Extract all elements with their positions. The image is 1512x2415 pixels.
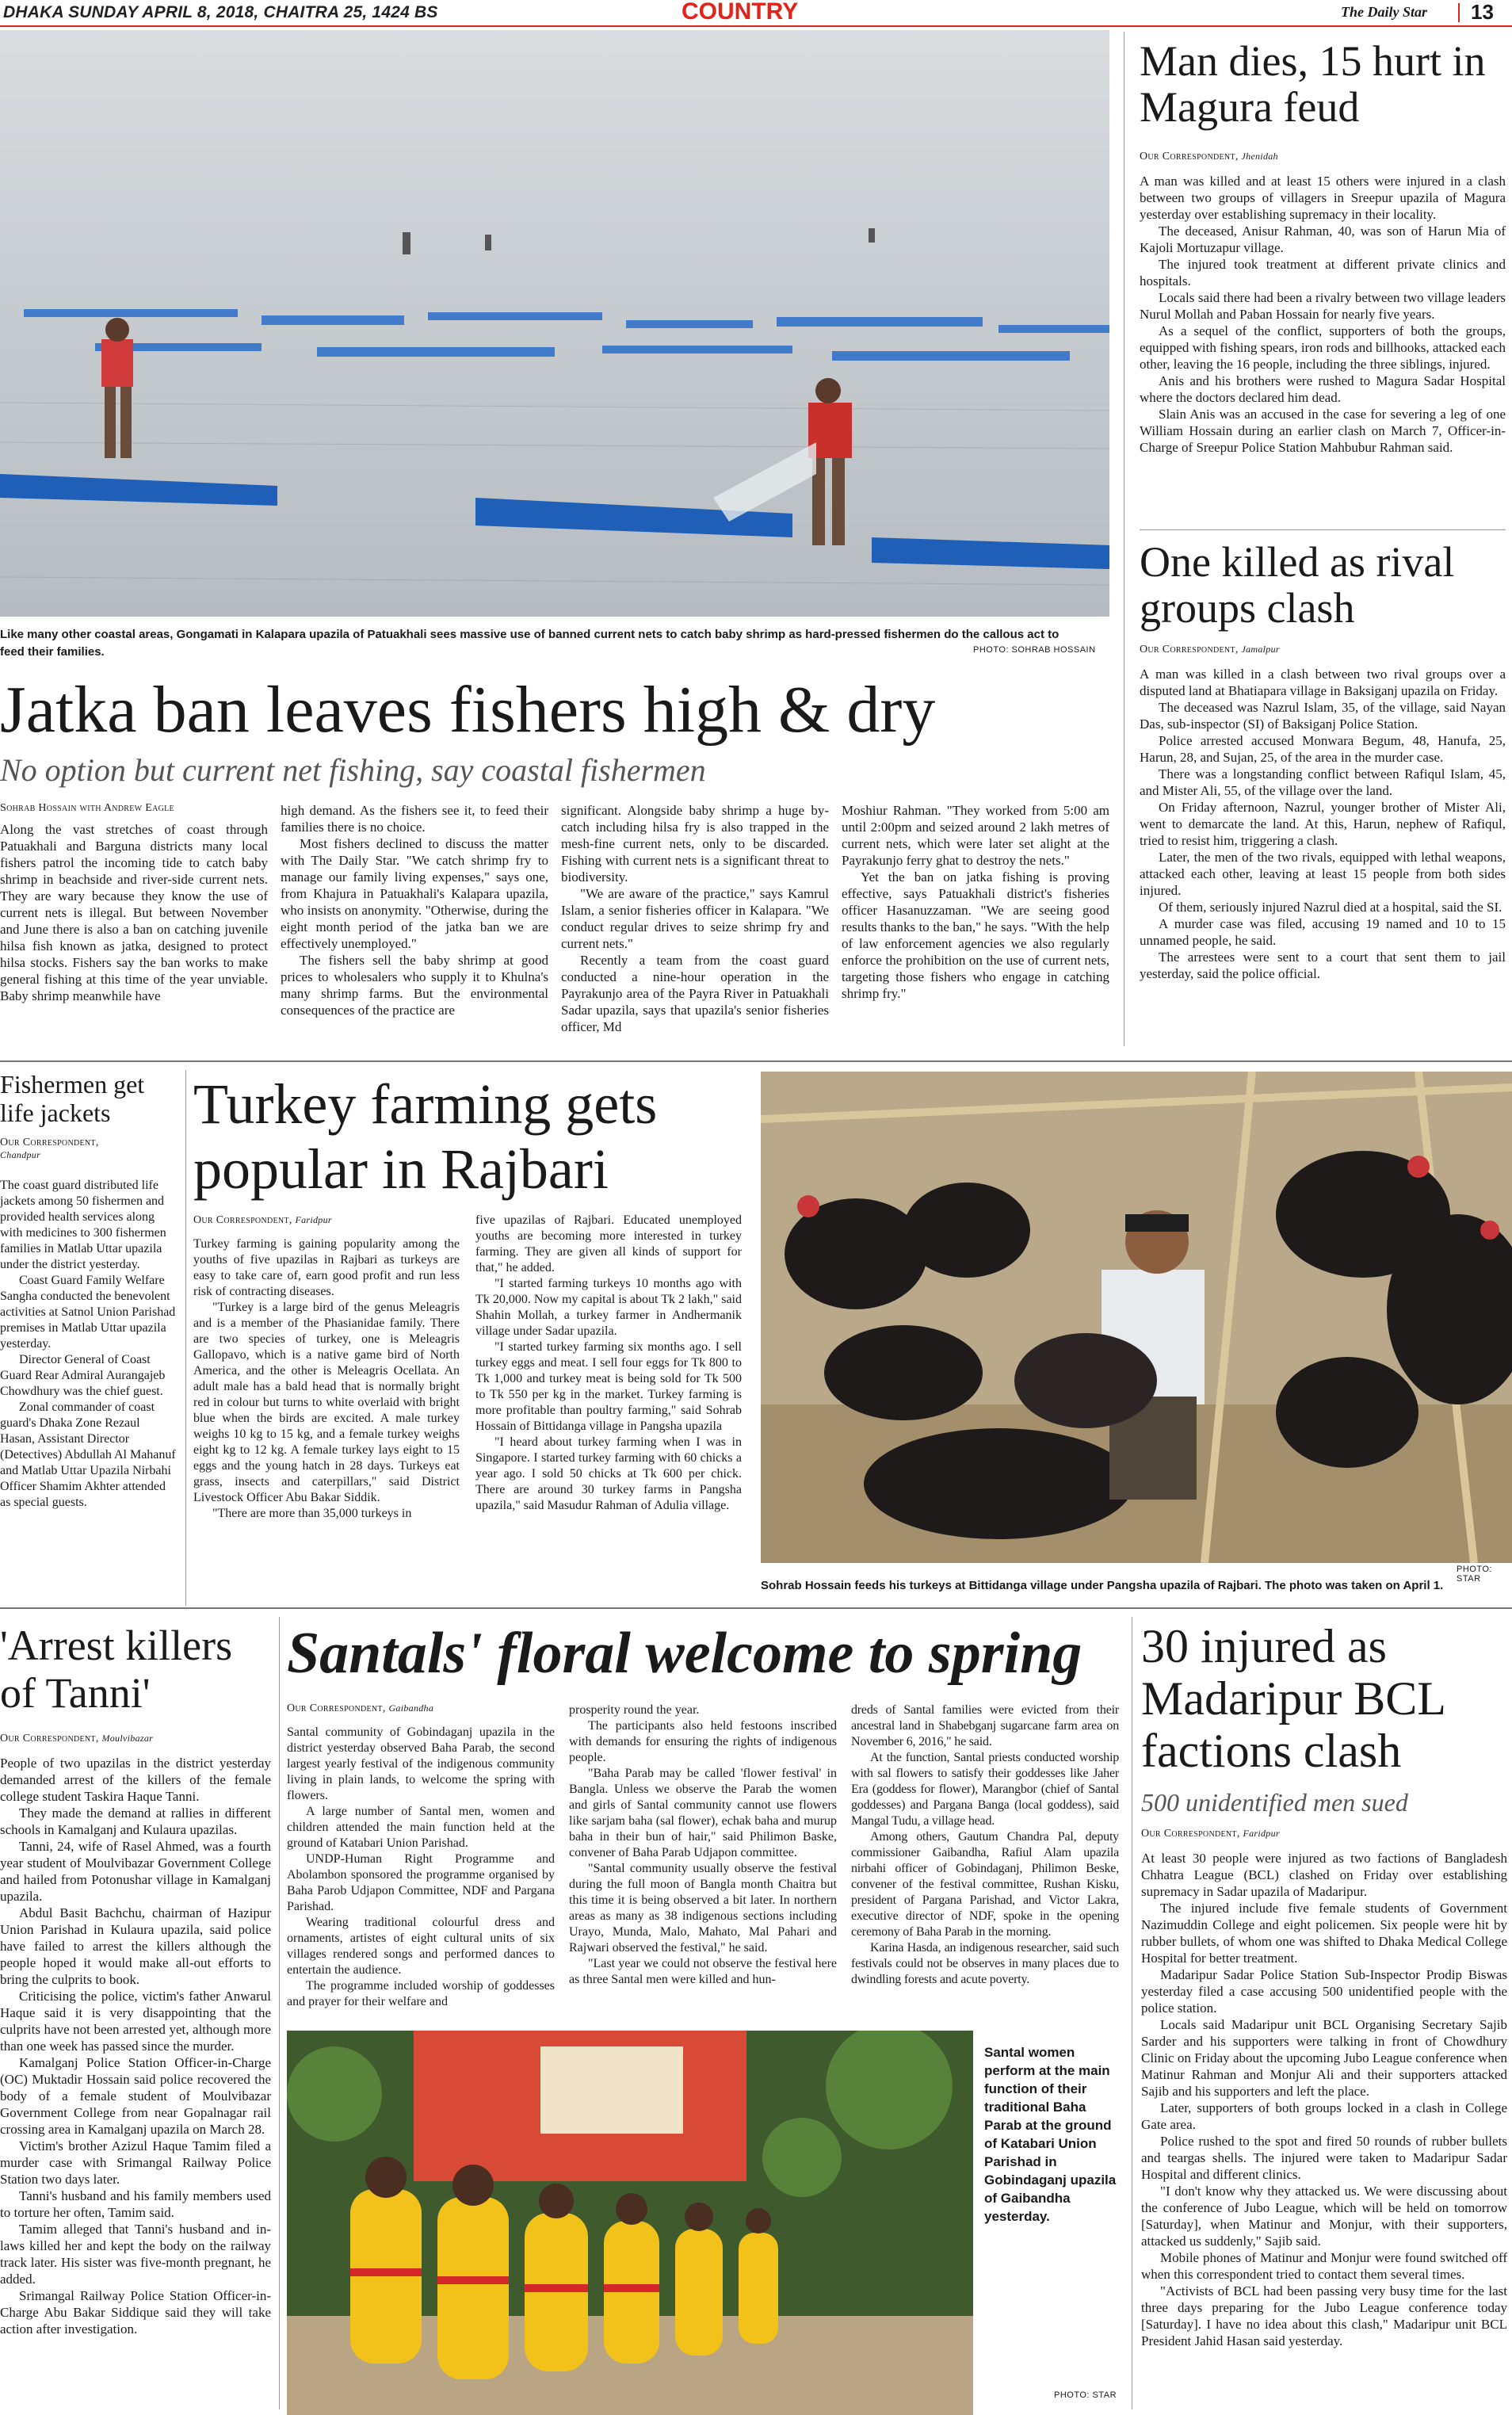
lifejackets-headline: Fishermen get life jackets: [0, 1070, 145, 1127]
paragraph: "There are more than 35,000 turkeys in: [212, 1507, 412, 1520]
paragraph: Anis and his brothers were rushed to Magura Sadar Hospital where the doctors declared him dead.: [1140, 373, 1506, 405]
lead-column-2: [281, 802, 548, 1051]
paragraph: Wearing traditional colourful dress and ornaments, artistes of eight cultural units of six villages rendered songs and performed dances to entertain the audience.: [287, 1916, 555, 1977]
santals-byline: [287, 1702, 556, 1715]
paragraph: Turkey farming is gaining popularity among the youths of five upazilas in Rajbari as turkeys are easy to take care of, earn good profit and run less risk of contracting diseases.: [193, 1237, 460, 1298]
lead-column-3: [561, 802, 829, 1051]
rival-headline: One killed as rival groups clash: [1140, 538, 1455, 632]
paragraph: high demand. As the fishers see it, to feed their families there is no choice.: [281, 803, 548, 835]
madaripur-location: Faridpur: [1243, 1828, 1280, 1839]
turkey-photo-caption: Sohrab Hossain feeds his turkeys at Bittidanga village under Pangsha upazila of Rajbari. The photo was taken on April 1.: [761, 1579, 1444, 1592]
tanni-location: Moulvibazar: [101, 1733, 154, 1744]
turkey-farm-photo: [761, 1072, 1512, 1563]
paragraph: There was a longstanding conflict between Rafiqul Islam, 45, and Mister Ali, 55, of the village over the land.: [1140, 766, 1506, 798]
turkey-byline: [193, 1214, 463, 1227]
paragraph: The injured took treatment at different private clinics and hospitals.: [1140, 257, 1506, 289]
story-divider: [1140, 529, 1506, 530]
paragraph: Police rushed to the spot and fired 50 rounds of rubber bullets and teargas shells. The injured were taken to Madaripur Sadar Hospital and different clinics.: [1141, 2134, 1507, 2182]
paragraph: The fishers sell the baby shrimp at good prices to wholesalers who supply it to Khulna's many shrimp farms. But the environmental consequences of the practice are: [281, 953, 548, 1018]
tanni-byline-text: Our Correspondent,: [0, 1733, 99, 1744]
paragraph: A murder case was filed, accusing 19 named and 10 to 15 unnamed people, he said.: [1140, 916, 1506, 948]
paragraph: Police arrested accused Monwara Begum, 48, Hanufa, 25, Harun, 28, and Sujan, 25, of the area in the murder case.: [1140, 733, 1506, 765]
section-divider: [0, 1060, 1512, 1062]
turkey-column-2: [475, 1213, 742, 1606]
tanni-byline: [0, 1733, 277, 1745]
lifejackets-byline-text: Our Correspondent,: [0, 1137, 99, 1148]
paragraph: Srimangal Railway Police Station Officer-in-Charge Abu Bakar Siddique said they will take action after investigation.: [0, 2288, 271, 2337]
paragraph: Abdul Basit Bachchu, chairman of Hazipur Union Parishad in Kulaura upazila, said police have failed to arrest the killers although the people hoped it would make all-out efforts to bring the culprits to book.: [0, 1905, 271, 1987]
paragraph: Yet the ban on jatka fishing is proving effective, says Patuakhali district's fisheries officer Hasanuzzaman. "We are seeing good results thanks to the ban," he says. "With the help of law enforcement agencies we also regularly enforce the prohibition on the use of current nets, targeting those fishers who engage in catching shrimp fry.": [842, 869, 1109, 1001]
santals-byline-text: Our Correspondent,: [287, 1702, 386, 1714]
paragraph: significant. Alongside baby shrimp a huge by-catch including hilsa fry is also trapped in the mesh-fine current nets, only to be discarded. Fishing with current nets is a significant threat to biodiversity.: [561, 803, 829, 885]
paragraph: Locals said there had been a rivalry between two village leaders Nurul Mollah and Paban Hossain for nearly five years.: [1140, 290, 1506, 322]
madaripur-headline: 30 injured as Madaripur BCL factions clash: [1141, 1620, 1445, 1777]
paragraph: The deceased was Nazrul Islam, 35, of the village, said Nayan Das, sub-inspector (SI) of Baksiganj Police Station.: [1140, 700, 1506, 732]
magura-location: Jhenidah: [1241, 151, 1278, 162]
paragraph: Later, supporters of both groups locked in a clash in College Gate area.: [1141, 2100, 1507, 2132]
fishermen-current-net-photo: [0, 30, 1109, 617]
paragraph: Criticising the police, victim's father Anwarul Haque said it is very disappointing that the culprits have not been arrested yet, although more than one week has passed since the murder.: [0, 1989, 271, 2054]
paragraph: Santal community of Gobindaganj upazila in the district yesterday observed Baha Parab, the second largest yearly festival of the indigenous community living in plain lands, to welcome the spring with flowers.: [287, 1725, 555, 1802]
paragraph: A man was killed and at least 15 others were injured in a clash between two groups of villagers in Sreepur upazila of Magura yesterday over establishing supremacy in their locality.: [1140, 174, 1506, 222]
magura-byline: [1140, 151, 1504, 163]
paragraph: Moshiur Rahman. "They worked from 5:00 am until 2:00pm and seized around 2 lakh metres of current nets, which were later set alight at the Payrakunjo ferry ghat to destroy the nets.": [842, 803, 1109, 868]
turkey-headline: Turkey farming gets popular in Rajbari: [193, 1072, 658, 1201]
lifejackets-byline: [0, 1137, 174, 1162]
paragraph: At least 30 people were injured as two factions of Bangladesh Chhatra League (BCL) clashed on Friday over establishing supremacy in Sadar upazila of Madaripur.: [1141, 1851, 1507, 1899]
paragraph: dreds of Santal families were evicted from their ancestral land in Shabebganj sugarcane farm area on November 6, 2016," he said.: [851, 1703, 1119, 1748]
paragraph: Karina Hasda, an indigenous researcher, said such festivals could not be observes in many places due to dwindling forests and acute poverty.: [851, 1941, 1119, 1986]
paragraph: Mobile phones of Matinur and Monjur were found switched off when this correspondent tried to contact them several times.: [1141, 2250, 1507, 2282]
madaripur-body: [1141, 1850, 1507, 2415]
paragraph: "Santal community usually observe the festival during the full moon of Bangla month Chaitra but this time it is being observed a bit later. In northern areas as many as 38 indigenous sections including Urayo, Munda, Malo, Mahato, Mal Pahari and Rajwari observed the festival," he said.: [569, 1862, 837, 1955]
magura-headline: Man dies, 15 hurt in Magura feud: [1140, 37, 1486, 131]
santals-column-1: [287, 1725, 555, 2023]
section-divider: [0, 1607, 1512, 1609]
lead-photo: [0, 30, 1109, 617]
paragraph: Slain Anis was an accused in the case for severing a leg of one William Hossain during an earlier clash on March 7, Officer-in-Charge of Sreepur Police Station Mahbubur Rahman said.: [1140, 407, 1506, 455]
paragraph: "I heard about turkey farming when I was in Singapore. I started turkey farming with 60 chicks a year ago. I sold 50 chicks at Tk 600 per chick. There are around 30 turkey farms in Pangsha upazila," said Masudur Rahman of Adulia village.: [475, 1435, 742, 1512]
paragraph: On Friday afternoon, Nazrul, younger brother of Mister Ali, went to demarcate the land. At this, Harun, nephew of Rafiqul, tried to resist him, triggering a clash.: [1140, 800, 1506, 848]
paragraph: "Last year we could not observe the festival here as three Santal men were killed and hun-: [569, 1957, 837, 1986]
paragraph: Of them, seriously injured Nazrul died at a hospital, said the SI.: [1159, 900, 1502, 915]
paragraph: Victim's brother Azizul Haque Tamim filed a murder case with Srimangal Railway Police Station two days later.: [0, 2138, 271, 2187]
header-rule: [0, 25, 1512, 27]
paragraph: A large number of Santal men, women and children attended the main function held at the ground of Katabari Union Parishad.: [287, 1805, 555, 1850]
paragraph: "I don't know why they attacked us. We were discussing about the conference of Jubo League, which will be held on tomorrow [Saturday], when Matinur and Monjur, with their supporters, attacked us suddenly," Sajib said.: [1141, 2184, 1507, 2249]
santal-dancers-photo: [287, 2031, 973, 2415]
tanni-headline: 'Arrest killers of Tanni': [0, 1622, 233, 1717]
dateline: DHAKA SUNDAY APRIL 8, 2018, CHAITRA 25, 1424 BS: [3, 3, 438, 21]
santals-column-2: [569, 1702, 837, 2023]
paper-name: The Daily Star: [1341, 4, 1428, 20]
turkey-column-1: [193, 1236, 460, 1606]
paragraph: Director General of Coast Guard Rear Admiral Aurangajeb Chowdhury was the chief guest.: [0, 1353, 166, 1398]
turkey-photo-credit: PHOTO: STAR: [1457, 1565, 1492, 1584]
paragraph: The coast guard distributed life jackets among 50 fishermen and provided health services along with medicines to 300 fishermen families in Matlab Uttar upazila under the district yesterday.: [0, 1179, 166, 1271]
paragraph: People of two upazilas in the district yesterday demanded arrest of the killers of the female college student Taskira Haque Tanni.: [0, 1756, 271, 1804]
page-number: 13: [1471, 0, 1494, 24]
paragraph: "Activists of BCL had been passing very busy time for the last three days preparing for the Jubo League conference today [Saturday]. I have no idea about this clash," Madaripur unit BCL President Jahid Hasan said yesterday.: [1141, 2283, 1507, 2348]
paragraph: Locals said Madaripur unit BCL Organising Secretary Sajib Sarder and his supporters were talking in front of Chowdhury Clinic on Friday about the upcoming Jubo League conference when Matinur Rahman and Monjur Ali and their supporters attacked Sajib and his supporters and left the place.: [1141, 2017, 1507, 2099]
lifejackets-body: [0, 1178, 176, 1606]
tanni-body: [0, 1755, 271, 2415]
rival-byline: [1140, 644, 1504, 656]
lead-subhead: No option but current net fishing, say coastal fishermen: [0, 752, 706, 788]
paragraph: "I started turkey farming six months ago. I sell turkey eggs and meat. I sell four eggs for Tk 800 to Tk 1,000 and turkey meat is being sold for Tk 500 to Tk 550 per kg in the market. Turkey farming is more profitable than poultry farming," said Sohrab Hossain of Bittidanga village in Pangsha upazila: [475, 1340, 742, 1433]
header-divider: [1458, 3, 1460, 22]
paragraph: five upazilas of Rajbari. Educated unemployed youths are becoming more interested in turkey farming. They are given all kinds of support for that," he added.: [475, 1213, 742, 1274]
paragraph: "Turkey is a large bird of the genus Meleagris and is a member of the Phasianidae family. There are two species of turkey, one is Meleagris Gallopavo, which is a native game bird of North America, and the other is Meleagris Ocellata. An adult male has a bald head that is normally bright red in colour but turns to white overlaid with bright blue when the birds are excited. A male turkey weighs 10 kg to 15 kg, and a female turkey weighs eight kg to 12 kg. A female turkey lays eight to 15 eggs and the young hatch in 28 days. Turkeys eat grass, insects and caterpillars," said District Livestock Officer Abu Bakar Siddik.: [193, 1301, 460, 1504]
paragraph: The programme included worship of goddesses and prayer for their welfare and: [287, 1979, 555, 2008]
santals-photo-caption: Santal women perform at the main function of their traditional Baha Parab at the ground of Katabari Union Parishad in Gobindaganj upazila of Gaibandha yesterday.: [984, 2045, 1117, 2224]
paragraph: As a sequel of the conflict, supporters of both the groups, equipped with fishing spears, iron rods and billhooks, attacked each other, leaving the 16 people, including the three siblings, injured.: [1140, 323, 1506, 372]
paragraph: Zonal commander of coast guard's Dhaka Zone Rezaul Hasan, Assistant Director (Detectives) Abdullah Al Mahanuf and Matlab Uttar Upazila Nirbahi Officer Shamim Akhter attended as special guests.: [0, 1400, 176, 1509]
turkey-byline-text: Our Correspondent,: [193, 1214, 292, 1226]
rival-body: [1140, 666, 1506, 1046]
paragraph: Among others, Gautum Chandra Pal, deputy commissioner Gaibandha, Rafiul Alam upazila nirbahi officer of Gobindaganj, Philimon Beske, convener of the festival committee, Rushan Kisku, president of Pargana Parishad, and Victor Lakra, executive director of NDF, spoke in the opening ceremony of Baha Parab in the morning.: [851, 1830, 1119, 1939]
masthead: [0, 0, 1512, 27]
paragraph: "I started farming turkeys 10 months ago with Tk 20,000. Now my capital is about Tk 2 lakh," said Shahin Mollah, a turkey farmer in Andhermanik village under Sadar upazila.: [475, 1277, 742, 1338]
rival-byline-text: Our Correspondent,: [1140, 644, 1239, 655]
paragraph: The injured include five female students of Government Nazimuddin College and eight policemen. Six people were hit by rubber bullets, of whom one was shifted to Dhaka Medical College Hospital for better treatment.: [1141, 1901, 1507, 1966]
santals-column-3: [851, 1702, 1119, 2023]
madaripur-subhead: 500 unidentified men sued: [1141, 1788, 1408, 1817]
lead-photo-caption: Like many other coastal areas, Gongamati in Kalapara upazila of Patuakhali sees massive use of banned current nets to catch baby shrimp as hard-pressed fishermen do the callous act to feed their families.: [0, 628, 1060, 659]
paragraph: The arrestees were sent to a court that sent them to jail yesterday, said the police official.: [1140, 950, 1506, 981]
paragraph: The participants also held festoons inscribed with demands for ensuring the rights of indigenous people.: [569, 1719, 837, 1764]
paragraph: "Baha Parab may be called 'flower festival' in Bangla. Unless we observe the Parab the women and girls of Santal community cannot use flowers like sarjam baha (sal flower), echak baha and murup baha in their bun of hair," said Philimon Baske, convener of Baha Parab Udjapon committee.: [569, 1767, 837, 1859]
santals-photo-credit: PHOTO: STAR: [1054, 2390, 1117, 2400]
lifejackets-location: Chandpur: [0, 1149, 41, 1160]
paragraph: prosperity round the year.: [569, 1703, 700, 1717]
paragraph: Along the vast stretches of coast through Patuakhali and Barguna districts many local fishers patrol the incoming tide to catch baby shrimp in beachside and river-side current nets. They are wary because they know the use of current nets is illegal. But between November and June there is also a ban on catching juvenile hilsa fish known as jatka, designed to protect hilsa stocks. Fishers say the ban works to make general fishing at this time of the year unviable. Baby shrimp meanwhile have: [0, 822, 268, 1003]
paragraph: UNDP-Human Right Programme and Abolambon sponsored the programme organised by Baha Parob Udjapon Committee, NDF and Pargana Parishad.: [287, 1852, 555, 1913]
column-rule: [279, 1617, 280, 2409]
lead-column-4: [842, 802, 1109, 1051]
paragraph: The deceased, Anisur Rahman, 40, was son of Harun Mia of Kajoli Mortuzapur village.: [1140, 224, 1506, 255]
paragraph: At the function, Santal priests conducted worship with sal flowers to satisfy their goddesses like Jaher Era (goddess for flower), Marangbor (chief of Santal goddesses) and Pargana Banga (local goddess), said Mangal Tudu, a village head.: [851, 1751, 1119, 1828]
paragraph: They made the demand at rallies in different schools in Kamalganj and Kulaura upazilas.: [0, 1806, 271, 1837]
turkey-photo: [761, 1072, 1512, 1563]
madaripur-byline: [1141, 1828, 1506, 1840]
madaripur-byline-text: Our Correspondent,: [1141, 1828, 1240, 1840]
rival-location: Jamalpur: [1241, 644, 1280, 655]
lead-byline: Sohrab Hossain with Andrew Eagle: [0, 802, 174, 814]
turkey-location: Faridpur: [295, 1214, 332, 1225]
magura-byline-text: Our Correspondent,: [1140, 151, 1239, 162]
santals-headline: Santals' floral welcome to spring: [287, 1621, 1082, 1686]
paragraph: Kamalganj Police Station Officer-in-Charge (OC) Muktadir Hossain said police recovered the body of a female student of Moulvibazar Government College from near Gopalnagar rail crossing area in Kamalganj upazila on March 28.: [0, 2055, 271, 2137]
paragraph: Madaripur Sadar Police Station Sub-Inspector Prodip Biswas yesterday filed a case accusing 500 unidentified people with the police station.: [1141, 1967, 1507, 2016]
column-rule: [185, 1070, 186, 1606]
santals-location: Gaibandha: [388, 1702, 434, 1714]
section-label: COUNTRY: [682, 0, 799, 25]
paragraph: Recently a team from the coast guard conducted a nine-hour operation in the Payrakunjo area of the Payra River in Patuakhali Sadar upazila, says that upazila's senior fisheries officer, Md: [561, 953, 829, 1034]
lead-column-1: [0, 821, 268, 1051]
paragraph: "We are aware of the practice," says Kamrul Islam, a senior fisheries officer in Kalapara. "We conduct regular drives to seize shrimp fry and current nets.": [561, 886, 829, 951]
lead-photo-credit: PHOTO: SOHRAB HOSSAIN: [973, 645, 1096, 655]
paragraph: Later, the men of the two rivals, equipped with lethal weapons, attacked each other, leaving at least 15 people from both sides injured.: [1140, 850, 1506, 898]
lead-headline: Jatka ban leaves fishers high & dry: [0, 673, 936, 747]
santals-photo: [287, 2031, 973, 2415]
paragraph: Most fishers declined to discuss the matter with The Daily Star. "We catch shrimp fry to manage our family living expenses," says one, from Khajura in Patuakhali's Kalapara upazila, who insists on anonymity. "Otherwise, during the eight month period of the jatka ban we are effectively unemployed.": [281, 836, 548, 951]
paragraph: Tanni's husband and his family members used to torture her often, Tamim said.: [0, 2188, 271, 2220]
paragraph: Coast Guard Family Welfare Sangha conducted the benevolent activities at Satnol Union Parishad premises in Matlab Uttar upazila yesterday.: [0, 1274, 176, 1351]
paragraph: Tanni, 24, wife of Rasel Ahmed, was a fourth year student of Moulvibazar Government College and hailed from Potonushar village in Kamalganj upazila.: [0, 1839, 271, 1904]
paragraph: A man was killed in a clash between two rival groups over a disputed land at Bhatiapara village in Baksiganj upazila on Friday.: [1140, 667, 1506, 698]
paragraph: Tamim alleged that Tanni's husband and in-laws killed her and kept the body on the railway track later. His sister was five-month pregnant, he added.: [0, 2222, 271, 2287]
magura-body: [1140, 173, 1506, 518]
